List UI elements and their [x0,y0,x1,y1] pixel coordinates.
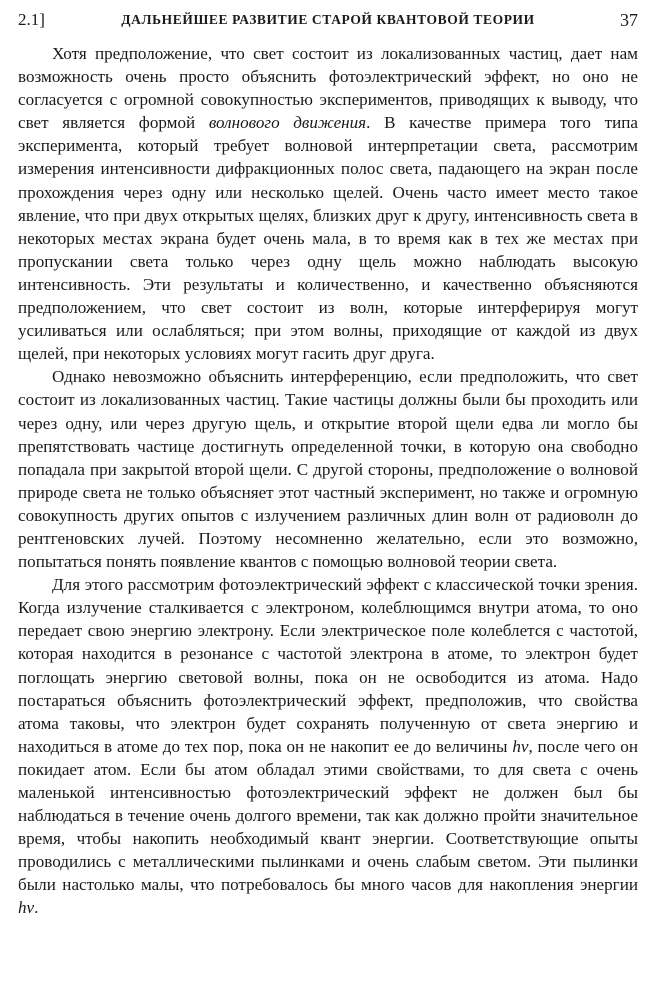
page-number: 37 [620,10,638,30]
paragraph-3-formula-h-nu: hν [512,736,529,756]
running-header [18,6,638,34]
paragraph-2 [18,365,638,573]
paragraph-2-text: Однако невозможно объяснить интерференцию, если предположить, что свет состоит из локализованных частиц. Такие частицы должны были бы проходить или через одну, или через другую щель, и открытие второй щели едва ли могло бы препятствовать частице достигнуть определенной точки, в которую она свободно попадала при закрытой второй щели. С другой стороны, предположение о волновой природе света не только объясняет этот частный эксперимент, но также и огромную совокупность других опытов с излучением различных длин волн от радиоволн до рентгеновских лучей. Поэтому несомненно желательно, если это возможно, попытаться понять появление квантов с помощью волновой теории света. [18,367,638,572]
paragraph-1-text-a: Хотя предположение, что свет состоит из локализованных частиц, дает нам возможность очень просто объяснить фотоэлектрический эффект, но оно не согласуется с огромной совокупностью экспериментов, приводящих к выводу, что свет является формой [18,44,638,133]
paragraph-3-text-c: . [34,898,39,918]
paragraph-3-text-a: Для этого рассмотрим фотоэлектрический эффект с классической точки зрения. Когда излучение сталкивается с электроном, колеблющимся внутри атома, то оно передает свою энергию электрону. Если электрическое поле колеблется с частотой, которая находится в резонансе с частотой электрона в атоме, то электрон будет поглощать энергию световой волны, пока он не освободится из атома. Надо постараться объяснить фотоэлектрический эффект, предположив, что свойства атома таковы, что электрон будет сохранять полученную от света энергию и находиться в атоме до тех пор, пока он не накопит ее до величины [18,575,638,756]
paragraph-3-text-b: , после чего он покидает атом. Если бы атом обладал этими свойствами, то для света с очень маленькой интенсивностью фотоэлектрический эффект не должен был бы наблюдаться в течение очень долгого времени, так как должно пройти значительное время, чтобы накопить необходимый квант энергии. Соответствующие опыты проводились с металлическими пылинками и очень слабым светом. Эти пылинки были настолько малы, что потребовалось бы много часов для накопления энергии [18,736,638,895]
paragraph-3 [18,573,638,919]
section-number: 2.1] [18,10,45,29]
paragraph-1-emphasis: волнового движения [208,113,367,133]
paragraph-1-text-b: . В качестве примера того типа эксперимента, который требует волновой интерпретации света, рассмотрим измерения интенсивности дифракционных полос света, падающего на экран после прохождения через одну или несколько щелей. Очень часто имеет место такое явление, что при двух открытых щелях, близких друг к другу, интенсивность света в некоторых местах экрана будет очень мала, в то время как в тех же местах при пропускании света только через одну щель можно наблюдать высокую интенсивность. Эти результаты и количественно, и качественно объясняются предположением, что свет состоит из волн, которые интерферируя могут усиливаться или ослабляться; при этом волны, приходящие от каждой из двух щелей, при некоторых условиях могут гасить друг друга. [18,113,638,364]
book-page [18,6,638,920]
body-text [18,42,638,920]
paragraph-3-formula-h-nu-2: hν [18,898,35,918]
chapter-title: ДАЛЬНЕЙШЕЕ РАЗВИТИЕ СТАРОЙ КВАНТОВОЙ ТЕОРИИ [121,12,535,27]
paragraph-1 [18,42,638,365]
